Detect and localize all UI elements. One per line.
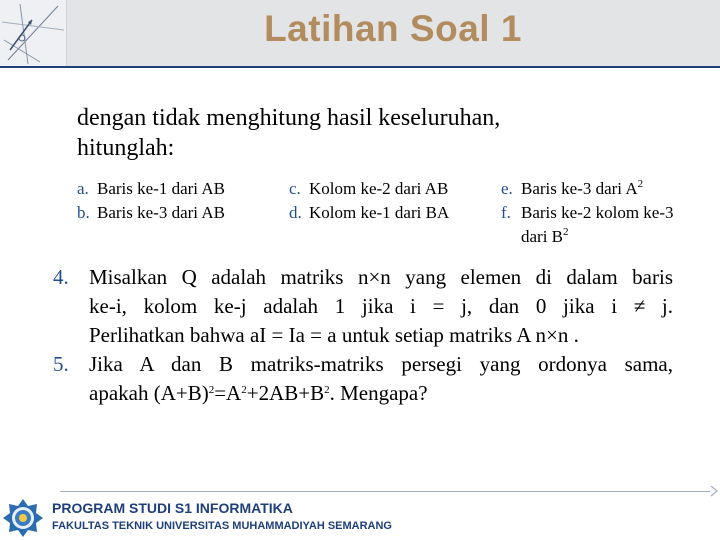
footer-faculty-name: FAKULTAS TEKNIK UNIVERSITAS MUHAMMADIYAH SEMARANG [52, 520, 392, 532]
geometry-icon [0, 0, 66, 66]
option-f [501, 201, 716, 249]
question-line-1: Jika A dan B matriks-matriks persegi yang ordonya sama, [89, 352, 673, 376]
slide-title: Latihan Soal 1 [264, 8, 522, 49]
slide-header [0, 0, 720, 68]
question-line-1: Misalkan Q adalah matriks n×n yang elemen di dalam baris [89, 265, 673, 289]
footer-divider [60, 491, 710, 492]
question-line-2 [89, 379, 673, 408]
option-c [289, 177, 449, 201]
option-text-2: dari B [521, 227, 564, 246]
option-text: Baris ke-3 dari AB [97, 203, 225, 222]
question-line-2: ke-i, kolom ke-j adalah 1 jika i = j, dan 0 jika i ≠ j. [89, 294, 673, 318]
superscript: 2 [241, 384, 247, 396]
superscript: 2 [637, 178, 644, 190]
footer-program-name: PROGRAM STUDI S1 INFORMATIKA [52, 500, 293, 516]
superscript: 2 [208, 384, 215, 396]
intro-line-1: dengan tidak menghitung hasil keseluruhan, [77, 105, 501, 131]
options-column-cd [289, 177, 449, 225]
option-letter: c. [289, 179, 301, 198]
option-letter: f. [501, 203, 511, 222]
option-e [501, 177, 716, 201]
university-logo-icon [2, 498, 44, 538]
option-letter: e. [501, 179, 513, 198]
option-b [77, 201, 225, 225]
option-text: Kolom ke-1 dari BA [309, 203, 450, 222]
option-text: Baris ke-3 dari A [521, 179, 638, 198]
question-text [89, 263, 673, 350]
superscript: 2 [324, 384, 330, 396]
option-text: Kolom ke-2 dari AB [309, 179, 449, 198]
option-letter: b. [77, 203, 90, 222]
text-segment: =A [214, 381, 242, 405]
option-a [77, 177, 225, 201]
header-geometry-graphic [0, 0, 67, 66]
arrow-right-icon [709, 485, 719, 497]
options-column-ef [501, 177, 716, 249]
question-5 [53, 350, 673, 408]
option-text: Baris ke-1 dari AB [97, 179, 225, 198]
options-column-ab [77, 177, 225, 225]
text-segment: +2AB+B [246, 381, 325, 405]
text-segment: apakah (A+B) [89, 381, 209, 405]
option-text: Baris ke-2 kolom ke-3 [521, 203, 674, 222]
text-segment: . Mengapa? [329, 381, 428, 405]
option-d [289, 201, 449, 225]
intro-text [77, 103, 677, 163]
option-text-continued [501, 225, 716, 249]
question-line-3: Perlihatkan bahwa aI = Ia = a untuk setiap matriks A n×n . [89, 323, 579, 347]
question-text [89, 350, 673, 408]
question-number: 5. [53, 352, 69, 376]
option-letter: d. [289, 203, 302, 222]
question-4 [53, 263, 673, 350]
option-letter: a. [77, 179, 89, 198]
question-number: 4. [53, 265, 69, 289]
superscript: 2 [563, 226, 569, 238]
intro-line-2: hitunglah: [77, 135, 175, 161]
